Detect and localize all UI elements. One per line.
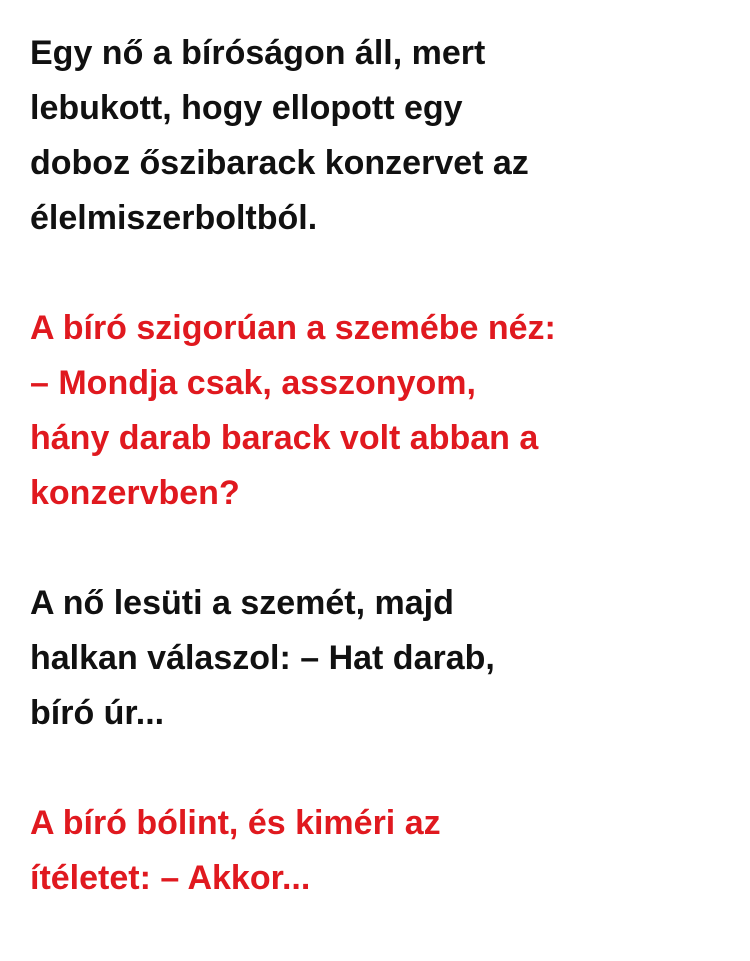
joke-story [30,26,730,961]
text-line: A bíró szigorúan a szemébe néz: [30,309,556,347]
paragraph-woman-answer [30,576,730,741]
text-line: hány darab barack volt abban a [30,419,539,457]
text-line: doboz őszibarack konzervet az [30,144,529,182]
text-line: élelmiszerboltból. [30,199,318,237]
text-line: A nő lesüti a szemét, majd [30,584,454,622]
text-line: – Mondja csak, asszonyom, [30,364,476,402]
text-line: konzervben? [30,474,240,512]
text-line: ítéletet: – Akkor... [30,859,311,897]
paragraph-judge-verdict [30,796,730,906]
paragraph-intro [30,26,730,246]
text-line: A bíró bólint, és kiméri az [30,804,441,842]
text-line: bíró úr... [30,694,165,732]
text-line: halkan válaszol: – Hat darab, [30,639,495,677]
text-line: Egy nő a bíróságon áll, mert [30,34,486,72]
text-line: lebukott, hogy ellopott egy [30,89,463,127]
paragraph-judge-question [30,301,730,521]
